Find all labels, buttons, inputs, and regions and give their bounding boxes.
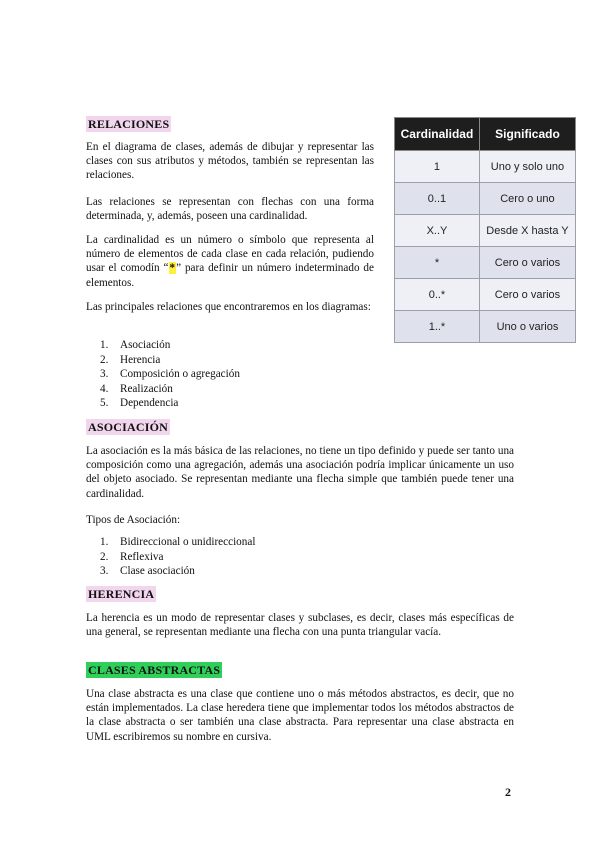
heading-relaciones: RELACIONES — [88, 117, 170, 131]
table-cell: 1..* — [395, 311, 480, 343]
list-item: 3. Clase asociación — [100, 565, 195, 578]
table-row — [395, 247, 576, 279]
table-cell: * — [395, 247, 480, 279]
relaciones-paragraph-1: En el diagrama de clases, además de dibujar y representar las clases con sus atributos y métodos, también se representan las relaciones. — [86, 141, 374, 182]
heading-asociacion: ASOCIACIÓN — [88, 420, 169, 434]
list-item: 1. Bidireccional o unidireccional — [100, 536, 256, 548]
table-row — [395, 215, 576, 247]
list-item: 2. Reflexiva — [100, 550, 164, 563]
heading-herencia: HERENCIA — [88, 587, 155, 601]
asociacion-list — [86, 535, 386, 579]
page-number: 2 — [505, 785, 511, 799]
table-row — [395, 183, 576, 215]
herencia-paragraph: La herencia es un modo de representar clases y subclases, es decir, clases más específicas de una general, se representan mediante una flecha con una punta triangular vacía. — [86, 612, 514, 639]
asociacion-paragraph-1: La asociación es la más básica de las relaciones, no tiene un tipo definido y puede ser tanto una composición como una agregación, además una asociación podría implicar únicamente un uso del objeto asociado. Se representan mediante una flecha simple que también puede tener una cardinalidad. — [86, 445, 514, 500]
list-item: 1. Asociación — [100, 339, 171, 351]
table-cell: Cero o varios — [479, 279, 575, 311]
table-cell: Cero o uno — [479, 183, 575, 215]
table-cell: Uno o varios — [479, 311, 575, 343]
wildcard-star: * — [169, 262, 176, 275]
asociacion-paragraph-2: Tipos de Asociación: — [86, 514, 181, 526]
table-header-row — [395, 118, 576, 151]
list-item: 2. Herencia — [100, 353, 161, 366]
table-row — [395, 279, 576, 311]
table-cell: Desde X hasta Y — [479, 215, 575, 247]
relaciones-p3-text-b: ” para definir un número indeterminado de elementos. — [86, 262, 374, 289]
table-row — [395, 151, 576, 183]
table-cell: 0..1 — [395, 183, 480, 215]
table-cell: 0..* — [395, 279, 480, 311]
relaciones-paragraph-2: Las relaciones se representan con flechas con una forma determinada, y, además, poseen una cardinalidad. — [86, 196, 374, 223]
clases-abstractas-paragraph: Una clase abstracta es una clase que contiene uno o más métodos abstractos, es decir, que no están implementados. La clase heredera tiene que implementar todos los métodos abstractos de la clase abstracta o ser también una clase abstracta. Para representar una clase abstracta en UML escribiremos su nombre en cursiva. — [86, 688, 514, 743]
relaciones-paragraph-3 — [86, 233, 374, 290]
cardinality-table — [394, 117, 576, 343]
table-cell: Uno y solo uno — [479, 151, 575, 183]
table-cell: X..Y — [395, 215, 480, 247]
table-cell: Cero o varios — [479, 247, 575, 279]
table-cell: 1 — [395, 151, 480, 183]
table-row — [395, 311, 576, 343]
list-item: 4. Realización — [100, 382, 173, 395]
table-header-cardinalidad: Cardinalidad — [395, 118, 480, 151]
heading-clases-abstractas: CLASES ABSTRACTAS — [88, 663, 221, 677]
relaciones-list — [86, 338, 366, 411]
list-item: 3. Composición o agregación — [100, 368, 240, 381]
list-item: 5. Dependencia — [100, 397, 179, 410]
relaciones-p3-text-a: La cardinalidad es un número o símbolo que representa al número de elementos de cada clase en cada relación, pudiendo usar el comodín “ — [86, 234, 374, 275]
table-header-significado: Significado — [479, 118, 575, 151]
relaciones-paragraph-4: Las principales relaciones que encontraremos en los diagramas: — [86, 301, 371, 313]
